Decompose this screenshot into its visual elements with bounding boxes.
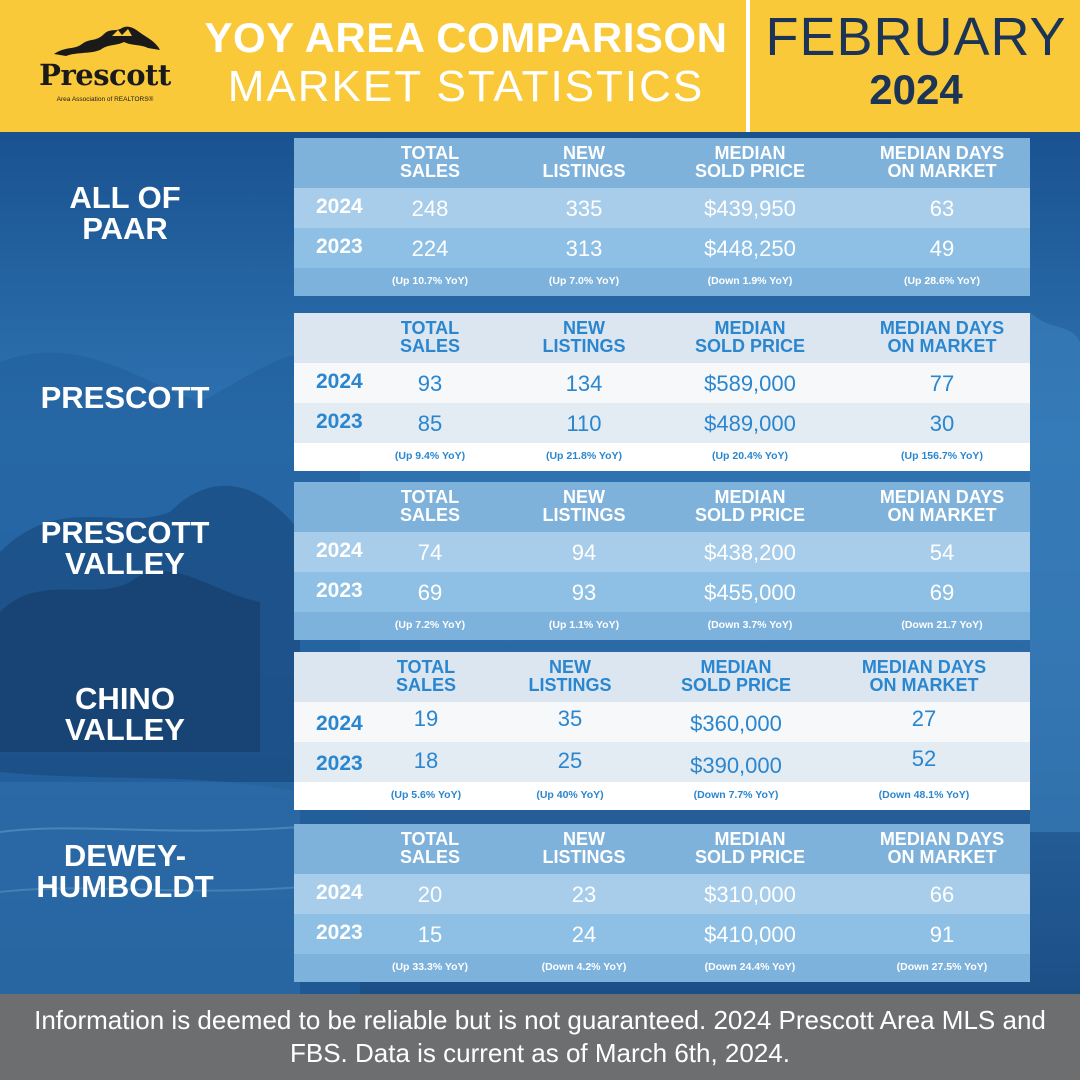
yoy-new-listings: (Down 4.2% YoY) bbox=[541, 961, 627, 973]
cell-new-listings: 25 bbox=[557, 748, 583, 773]
column-header-median-sold-price: MEDIAN SOLD PRICE bbox=[694, 318, 805, 356]
yoy-median-sold-price: (Down 24.4% YoY) bbox=[704, 961, 796, 973]
table-row-2024 bbox=[294, 188, 1030, 228]
area-label-all-of-paar bbox=[10, 182, 240, 244]
cell-new-listings: 134 bbox=[565, 371, 603, 396]
prescott-logo bbox=[30, 24, 190, 114]
cell-median-days-on-market: 54 bbox=[929, 540, 955, 565]
area-name-line1: ALL OF bbox=[69, 180, 181, 215]
footer-disclaimer bbox=[0, 994, 1080, 1080]
row-year: 2023 bbox=[316, 579, 363, 602]
table-header bbox=[294, 482, 1030, 532]
column-header-median-days-on-market: MEDIAN DAYS ON MARKET bbox=[879, 143, 1005, 181]
row-year: 2024 bbox=[316, 195, 363, 218]
cell-total-sales: 18 bbox=[413, 748, 439, 773]
cell-median-sold-price: $448,250 bbox=[704, 236, 796, 261]
cell-total-sales: 15 bbox=[417, 922, 443, 947]
column-header-median-sold-price: MEDIAN SOLD PRICE bbox=[680, 657, 791, 695]
cell-median-sold-price: $438,200 bbox=[704, 540, 796, 565]
yoy-median-days-on-market: (Down 48.1% YoY) bbox=[878, 789, 970, 801]
yoy-new-listings: (Up 40% YoY) bbox=[536, 789, 604, 801]
row-year: 2024 bbox=[316, 712, 363, 735]
cell-new-listings: 313 bbox=[565, 236, 603, 261]
stats-table-dewey-humboldt bbox=[294, 824, 1030, 982]
cell-new-listings: 93 bbox=[571, 580, 597, 605]
area-label-prescott bbox=[10, 382, 240, 413]
cell-total-sales: 248 bbox=[411, 196, 449, 221]
cell-median-days-on-market: 30 bbox=[929, 411, 955, 436]
row-year: 2023 bbox=[316, 921, 363, 944]
yoy-total-sales: (Up 7.2% YoY) bbox=[394, 619, 466, 631]
cell-total-sales: 69 bbox=[417, 580, 443, 605]
header-divider bbox=[746, 0, 750, 132]
yoy-median-sold-price: (Down 3.7% YoY) bbox=[707, 619, 793, 631]
column-header-new-listings: NEW LISTINGS bbox=[528, 657, 612, 695]
table-row-2023 bbox=[294, 572, 1030, 612]
column-header-median-days-on-market: MEDIAN DAYS ON MARKET bbox=[879, 829, 1005, 867]
stats-table-prescott-valley bbox=[294, 482, 1030, 640]
cell-median-days-on-market: 49 bbox=[929, 236, 955, 261]
table-header bbox=[294, 652, 1030, 702]
column-header-total-sales: TOTAL SALES bbox=[399, 143, 460, 181]
yoy-change-row bbox=[294, 268, 1030, 296]
area-label-chino-valley bbox=[10, 683, 240, 745]
yoy-change-row bbox=[294, 443, 1030, 471]
yoy-median-sold-price: (Up 20.4% YoY) bbox=[711, 450, 789, 462]
row-year: 2024 bbox=[316, 881, 363, 904]
yoy-total-sales: (Up 5.6% YoY) bbox=[390, 789, 462, 801]
column-header-total-sales: TOTAL SALES bbox=[395, 657, 456, 695]
row-year: 2024 bbox=[316, 370, 363, 393]
yoy-median-days-on-market: (Up 28.6% YoY) bbox=[903, 275, 981, 287]
yoy-total-sales: (Up 33.3% YoY) bbox=[391, 961, 469, 973]
cell-median-sold-price: $360,000 bbox=[690, 711, 782, 736]
stats-table-all-of-paar bbox=[294, 138, 1030, 296]
table-row-2024 bbox=[294, 874, 1030, 914]
stats-table-prescott bbox=[294, 313, 1030, 471]
row-year: 2023 bbox=[316, 235, 363, 258]
yoy-median-days-on-market: (Up 156.7% YoY) bbox=[901, 450, 983, 462]
page-subtitle: MARKET STATISTICS bbox=[227, 62, 705, 111]
table-header bbox=[294, 824, 1030, 874]
cell-median-days-on-market: 91 bbox=[929, 922, 955, 947]
cell-median-sold-price: $489,000 bbox=[704, 411, 796, 436]
column-header-median-sold-price: MEDIAN SOLD PRICE bbox=[694, 143, 805, 181]
cell-total-sales: 20 bbox=[417, 882, 443, 907]
cell-new-listings: 35 bbox=[557, 706, 583, 731]
yoy-total-sales: (Up 10.7% YoY) bbox=[391, 275, 469, 287]
cell-median-days-on-market: 69 bbox=[929, 580, 955, 605]
column-header-median-days-on-market: MEDIAN DAYS ON MARKET bbox=[861, 657, 987, 695]
area-label-prescott-valley bbox=[10, 517, 240, 579]
cell-new-listings: 94 bbox=[571, 540, 597, 565]
column-header-new-listings: NEW LISTINGS bbox=[542, 487, 626, 525]
cell-median-sold-price: $439,950 bbox=[704, 196, 796, 221]
column-header-total-sales: TOTAL SALES bbox=[399, 829, 460, 867]
table-row-2023 bbox=[294, 403, 1030, 443]
disclaimer-text: Information is deemed to be reliable but is not guaranteed. 2024 Prescott Area MLS and FBS. Data is current as of March 6th, 2024. bbox=[34, 1005, 1046, 1068]
row-year: 2023 bbox=[316, 752, 363, 775]
cell-median-sold-price: $455,000 bbox=[704, 580, 796, 605]
cell-median-sold-price: $310,000 bbox=[704, 882, 796, 907]
cell-total-sales: 19 bbox=[413, 706, 439, 731]
yoy-change-row bbox=[294, 782, 1030, 810]
table-header bbox=[294, 313, 1030, 363]
cell-median-days-on-market: 27 bbox=[911, 706, 937, 731]
yoy-median-sold-price: (Down 7.7% YoY) bbox=[693, 789, 779, 801]
area-name-line2: VALLEY bbox=[65, 712, 185, 747]
column-header-new-listings: NEW LISTINGS bbox=[542, 829, 626, 867]
area-name-line2: HUMBOLDT bbox=[36, 869, 214, 904]
area-name-line1: DEWEY- bbox=[63, 838, 187, 873]
table-row-2024 bbox=[294, 702, 1030, 742]
yoy-change-row bbox=[294, 954, 1030, 982]
column-header-median-sold-price: MEDIAN SOLD PRICE bbox=[694, 487, 805, 525]
area-label-dewey-humboldt bbox=[10, 840, 240, 902]
yoy-median-days-on-market: (Down 21.7 YoY) bbox=[901, 619, 983, 631]
yoy-new-listings: (Up 21.8% YoY) bbox=[545, 450, 623, 462]
row-year: 2023 bbox=[316, 410, 363, 433]
table-row-2024 bbox=[294, 363, 1030, 403]
report-year: 2024 bbox=[869, 66, 963, 113]
cell-total-sales: 224 bbox=[411, 236, 449, 261]
cell-median-sold-price: $410,000 bbox=[704, 922, 796, 947]
cell-total-sales: 85 bbox=[417, 411, 443, 436]
table-header bbox=[294, 138, 1030, 188]
area-name-line2: PAAR bbox=[82, 211, 168, 246]
area-name-line1: PRESCOTT bbox=[40, 380, 210, 415]
cell-new-listings: 335 bbox=[565, 196, 603, 221]
logo-name: Prescott bbox=[39, 58, 171, 92]
column-header-median-days-on-market: MEDIAN DAYS ON MARKET bbox=[879, 487, 1005, 525]
column-header-new-listings: NEW LISTINGS bbox=[542, 318, 626, 356]
cell-new-listings: 24 bbox=[571, 922, 597, 947]
column-header-median-days-on-market: MEDIAN DAYS ON MARKET bbox=[879, 318, 1005, 356]
cell-total-sales: 93 bbox=[417, 371, 443, 396]
yoy-new-listings: (Up 1.1% YoY) bbox=[548, 619, 620, 631]
table-row-2023 bbox=[294, 742, 1030, 782]
cell-median-sold-price: $390,000 bbox=[690, 753, 782, 778]
cell-total-sales: 74 bbox=[417, 540, 443, 565]
table-row-2023 bbox=[294, 228, 1030, 268]
page-title: YOY AREA COMPARISON bbox=[204, 14, 728, 61]
yoy-median-days-on-market: (Down 27.5% YoY) bbox=[896, 961, 988, 973]
column-header-new-listings: NEW LISTINGS bbox=[542, 143, 626, 181]
cell-median-days-on-market: 52 bbox=[911, 746, 937, 771]
cell-new-listings: 23 bbox=[571, 882, 597, 907]
yoy-total-sales: (Up 9.4% YoY) bbox=[394, 450, 466, 462]
cell-median-days-on-market: 66 bbox=[929, 882, 955, 907]
cell-median-sold-price: $589,000 bbox=[704, 371, 796, 396]
table-row-2023 bbox=[294, 914, 1030, 954]
area-name-line1: PRESCOTT bbox=[40, 515, 210, 550]
cell-new-listings: 110 bbox=[566, 411, 602, 436]
cell-median-days-on-market: 63 bbox=[929, 196, 955, 221]
column-header-total-sales: TOTAL SALES bbox=[399, 487, 460, 525]
table-row-2024 bbox=[294, 532, 1030, 572]
yoy-change-row bbox=[294, 612, 1030, 640]
area-name-line1: CHINO bbox=[75, 681, 175, 716]
area-name-line2: VALLEY bbox=[65, 546, 185, 581]
stats-table-chino-valley bbox=[294, 652, 1030, 810]
column-header-total-sales: TOTAL SALES bbox=[399, 318, 460, 356]
cell-median-days-on-market: 77 bbox=[929, 371, 955, 396]
header-banner bbox=[0, 0, 1080, 132]
logo-subtitle: Area Association of REALTORS® bbox=[56, 96, 154, 103]
column-header-median-sold-price: MEDIAN SOLD PRICE bbox=[694, 829, 805, 867]
yoy-new-listings: (Up 7.0% YoY) bbox=[548, 275, 620, 287]
report-month: FEBRUARY bbox=[765, 7, 1067, 67]
yoy-median-sold-price: (Down 1.9% YoY) bbox=[707, 275, 793, 287]
row-year: 2024 bbox=[316, 539, 363, 562]
